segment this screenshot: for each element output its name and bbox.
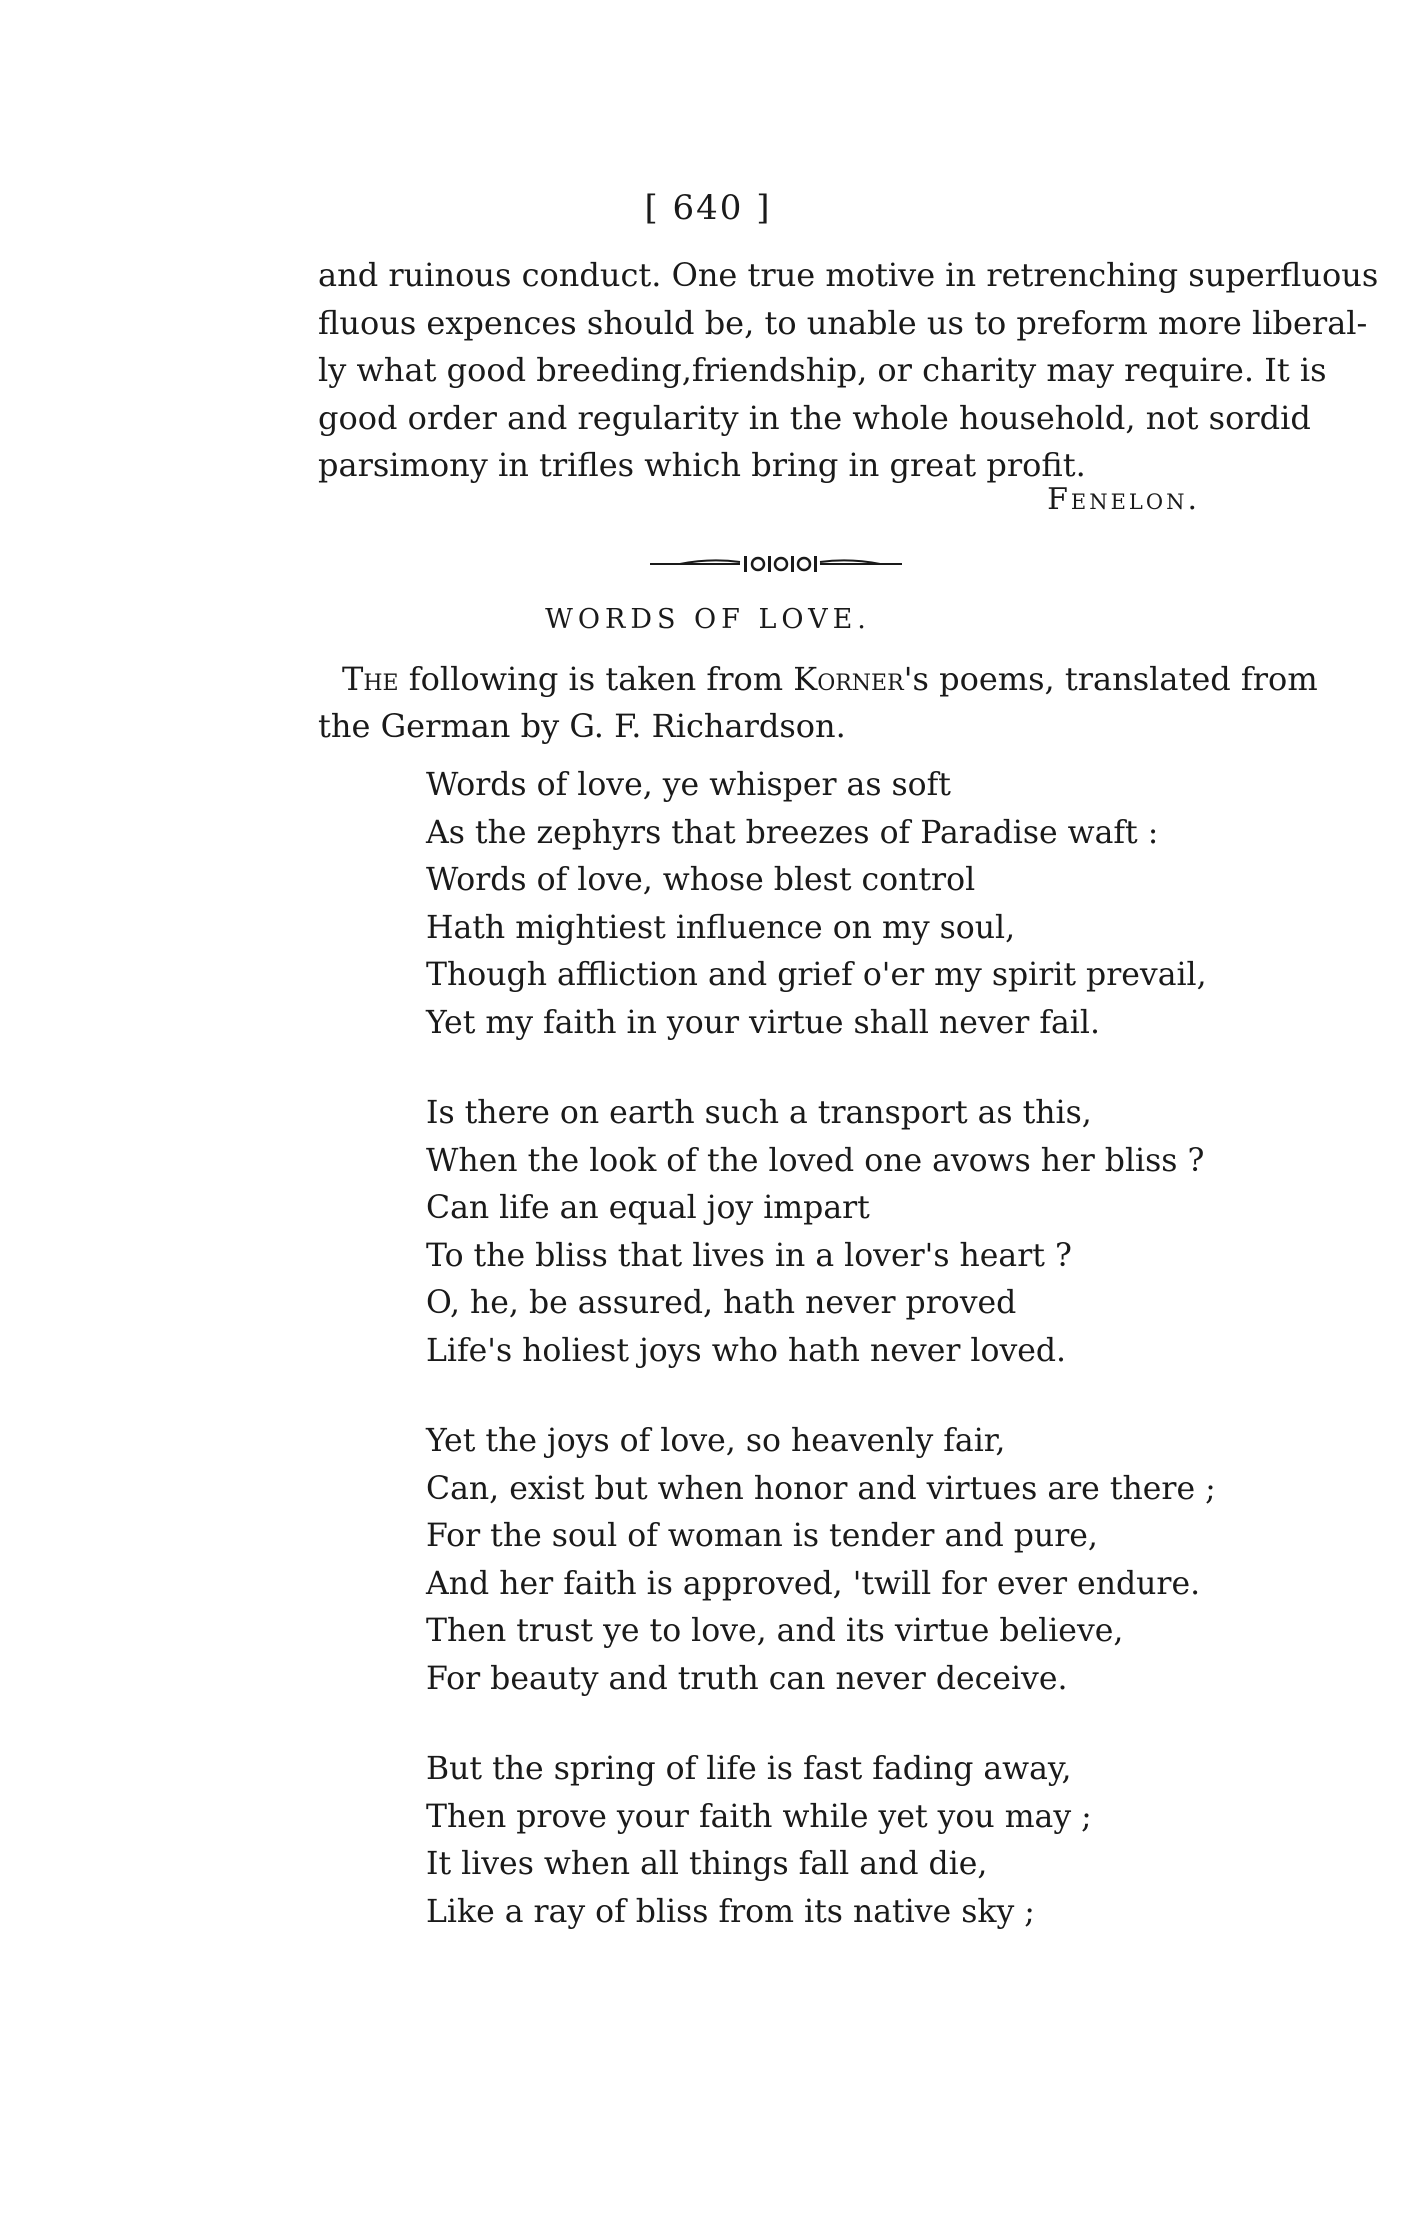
prose-paragraph xyxy=(318,252,1379,490)
poem-heading: WORDS OF LOVE. xyxy=(545,604,871,635)
intro-text: 's poems, translated from xyxy=(903,660,1318,698)
verse-line: Hath mightiest influence on my soul, xyxy=(426,909,1016,946)
verse-line: Then prove your faith while yet you may ; xyxy=(426,1798,1092,1835)
verse-line: Yet my faith in your virtue shall never fail. xyxy=(426,1004,1100,1041)
page-number: [ 640 ] xyxy=(644,188,772,228)
verse-line: It lives when all things fall and die, xyxy=(426,1846,988,1882)
prose-line: and ruinous conduct. One true motive in retrenching superfluous xyxy=(318,256,1379,294)
verse-line: Can life an equal joy impart xyxy=(426,1190,870,1226)
verse-line: Like a ray of bliss from its native sky ; xyxy=(426,1893,1035,1930)
stanza xyxy=(426,762,1206,1047)
intro-line: the German by G. F. Richardson. xyxy=(318,707,846,745)
prose-line: good order and regularity in the whole household, not sordid xyxy=(318,398,1311,437)
verse-line: For the soul of woman is tender and pure, xyxy=(426,1518,1098,1554)
intro-first-word: The xyxy=(342,660,399,698)
verse-line: Then trust ye to love, and its virtue believe, xyxy=(426,1613,1124,1649)
intro-author-name: Korner xyxy=(793,660,904,698)
verse-line: Words of love, ye whisper as soft xyxy=(426,767,951,803)
verse-line: Can, exist but when honor and virtues are there ; xyxy=(426,1470,1216,1507)
prose-line: parsimony in trifles which bring in great profit. xyxy=(318,446,1086,484)
verse-line: Words of love, whose blest control xyxy=(426,862,976,898)
verse-line: For beauty and truth can never deceive. xyxy=(426,1660,1068,1697)
poem-body xyxy=(426,762,1216,1979)
verse-line: To the bliss that lives in a lover's heart ? xyxy=(426,1237,1072,1274)
verse-line: As the zephyrs that breezes of Paradise waft : xyxy=(426,814,1159,851)
verse-line: And her faith is approved, 'twill for ever endure. xyxy=(426,1565,1201,1602)
prose-line: ly what good breeding,friendship, or charity may require. It is xyxy=(318,351,1327,389)
poem-introduction xyxy=(318,656,1318,750)
prose-line: fluous expences should be, to unable us to preform more liberal- xyxy=(318,303,1368,342)
verse-line: When the look of the loved one avows her bliss ? xyxy=(426,1142,1205,1179)
ornament-divider xyxy=(640,548,920,580)
stanza xyxy=(426,1090,1206,1375)
intro-line xyxy=(318,656,1318,703)
verse-line: Life's holiest joys who hath never loved. xyxy=(426,1332,1067,1369)
verse-line: But the spring of life is fast fading away, xyxy=(426,1751,1072,1787)
verse-line: Is there on earth such a transport as this, xyxy=(426,1095,1092,1131)
verse-line: Yet the joys of love, so heavenly fair, xyxy=(426,1423,1006,1459)
author-signature: Fenelon. xyxy=(1047,482,1200,517)
stanza xyxy=(426,1418,1216,1703)
intro-text: following is taken from xyxy=(398,660,794,698)
verse-line: Though affliction and grief o'er my spirit prevail, xyxy=(426,957,1207,993)
verse-line: O, he, be assured, hath never proved xyxy=(426,1285,1017,1321)
stanza xyxy=(426,1746,1206,1936)
